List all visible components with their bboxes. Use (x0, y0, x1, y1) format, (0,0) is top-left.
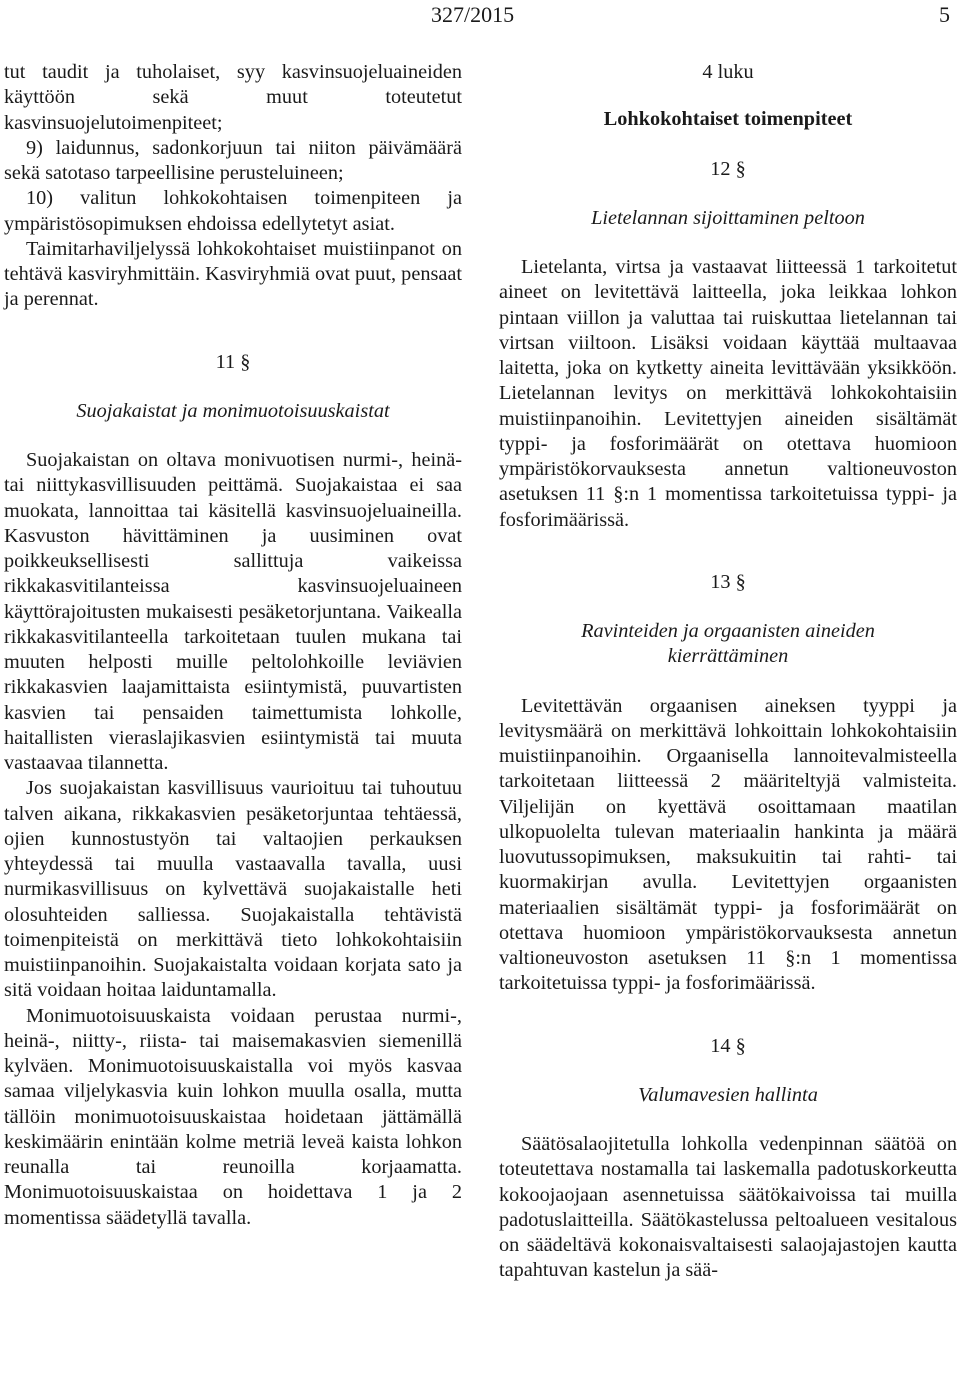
section-11-title: Suojakaistat ja monimuotoisuuskaistat (76, 399, 390, 422)
page-number: 5 (939, 2, 950, 27)
section-13-number: 13 § (710, 570, 746, 593)
section-11-paragraph-2: Jos suojakaistan kasvillisuus vaurioituu tai tuhoutuu talven aikana, rikkakasvien pesäketorjuntaa tehtäessä, ojien kunnostustyön tai valtaojien perkauksen yhteydessä tai muulla vastaavalla tavalla, uusi nurmikasvillisuus on kylvettävä suojakaistalle heti olosuhteiden salliessa. Suojakaistalla tehtävistä toimenpiteistä on merkittävä tieto lohkokohtaisiin muistiinpanoihin. Suojakaistalta voidaan korjata sato ja sitä voidaan hoitaa laiduntamalla. (4, 777, 462, 1002)
section-13-title-line-2: kierrättäminen (667, 645, 789, 668)
section-13-title-line-1: Ravinteiden ja orgaanisten aineiden (581, 620, 875, 642)
section-11-number: 11 § (215, 350, 251, 373)
section-14-title: Valumavesien hallinta (638, 1083, 818, 1106)
section-12-title: Lietelannan sijoittaminen peltoon (591, 206, 865, 229)
page-header (0, 0, 960, 30)
section-14-number: 14 § (710, 1034, 746, 1057)
section-11-paragraph-1: Suojakaistan on oltava monivuotisen nurmi-, heinä- tai niittykasvillisuuden peittämä. Suojakaistaa ei saa muokata, lannoittaa tai käsitellä kasvinsuojeluaineilla. Kasvuston hävittäminen ja uusiminen ovat poikkeuksellisesti sallittuja vaikeissa rikkakasvitilanteissa kasvinsuojeluaineen käyttörajoitusten mukaisesti pesäketorjuntana. Vaikealla rikkakasvitilanteella tarkoitetaan tuulen mukana tai muuten helposti muille peltolohkoille leviävien rikkakasvien laajamittaista esiintymistä, puuvartisten kasvien tai pensaiden taimettumista lohkolle, haitallisten vieraslajikasvien esiintymistä tai muuta vastaavaa tilannetta. (4, 449, 462, 774)
right-column (499, 60, 957, 1284)
intro-item-10: 10) valitun lohkokohtaisen toimenpiteen ja ympäristösopimuksen ehdoissa edellytetyt asiat. (4, 187, 462, 235)
chapter-title: Lohkokohtaiset toimenpiteet (603, 108, 853, 131)
section-12-paragraph-1: Lietelanta, virtsa ja vastaavat liitteessä 1 tarkoitetut aineet on levitettävä laitteella, joka leikkaa lohkon pintaan viillon ja valuttaa tai ruiskuttaa lietelannan tai virtsan viiltoon. Lisäksi voidaan käyttää multaavaa laitetta, joka on kytketty aineita levittävään yksikköön. Lietelannan levitys on merkittävä lohkokohtaisiin muistiinpanoihin. Levitettyjen aineiden sisältämät typpi- ja fosforimäärät on otettava huomioon ympäristökorvauksesta annetun valtioneuvoston asetuksen 11 §:n 1 momentissa tarkoitetuissa typpi- ja fosforimäärissä. (499, 256, 957, 531)
document-number: 327/2015 (431, 2, 515, 27)
intro-item-9: 9) laidunnus, sadonkorjuun tai niiton päivämäärä sekä satotaso tarpeellisine perusteluineen; (4, 136, 462, 184)
chapter-number: 4 luku (702, 61, 754, 83)
left-column (4, 60, 462, 1231)
section-11-paragraph-3: Monimuotoisuuskaista voidaan perustaa nurmi-, heinä-, niitty-, riista- tai maisemakasvien siemenillä kylväen. Monimuotoisuuskaistalla voi myös kasvaa samaa viljelykasvia kuin lohkon muulla osalla, mutta tällöin monimuotoisuuskaistaa hoidetaan jättämällä keskimäärin enintään kolme metriä leveä kaista lohkon reunalla tai reunoilla korjaamatta. Monimuotoisuuskaistaa on hoidettava 1 ja 2 momentissa säädetyllä tavalla. (4, 1004, 462, 1229)
intro-paragraph-nursery: Taimitarhaviljelyssä lohkokohtaiset muistiinpanot on tehtävä kasviryhmittäin. Kasviryhmiä ovat puut, pensaat ja perennat. (4, 237, 462, 311)
intro-paragraph: tut taudit ja tuholaiset, syy kasvinsuojeluaineiden käyttöön sekä muut toteutetut kasvinsuojelutoimenpiteet; (4, 61, 462, 134)
section-13-paragraph-1: Levitettävän orgaanisen aineksen tyyppi ja levitysmäärä on merkittävä lohkoittain lohkokohtaisiin muistiinpanoihin. Orgaanisella lannoitevalmisteella tarkoitetaan liitteessä 2 määriteltyjä valmisteita. Viljelijän on kyettävä osoittamaan maatilan ulkopuolelta tulevan materiaalin hankinta ja määrä luovutussopimuksen, maksukuitin tai rahti- tai kuormakirjan avulla. Levitettyjen orgaanisten materiaalien sisältämät typpi- ja fosforimäärät on otettava huomioon ympäristökorvauksesta annetun valtioneuvoston asetuksen 11 §:n 1 momentissa tarkoitetuissa typpi- ja fosforimäärissä. (499, 694, 957, 995)
section-14-paragraph-1: Säätösalaojitetulla lohkolla vedenpinnan säätöä on toteutettava nostamalla tai laskemalla padotuskorkeutta kokoojaojaan asennetuissa säätökaivoissa tai muilla padotuslaitteilla. Säätökastelussa peltoalueen vesitalous on säädeltävä kokonaisvaltaisesti salaojajastojen kautta tapahtuvan kastelun ja sää- (499, 1133, 957, 1282)
section-12-number: 12 § (710, 157, 746, 180)
